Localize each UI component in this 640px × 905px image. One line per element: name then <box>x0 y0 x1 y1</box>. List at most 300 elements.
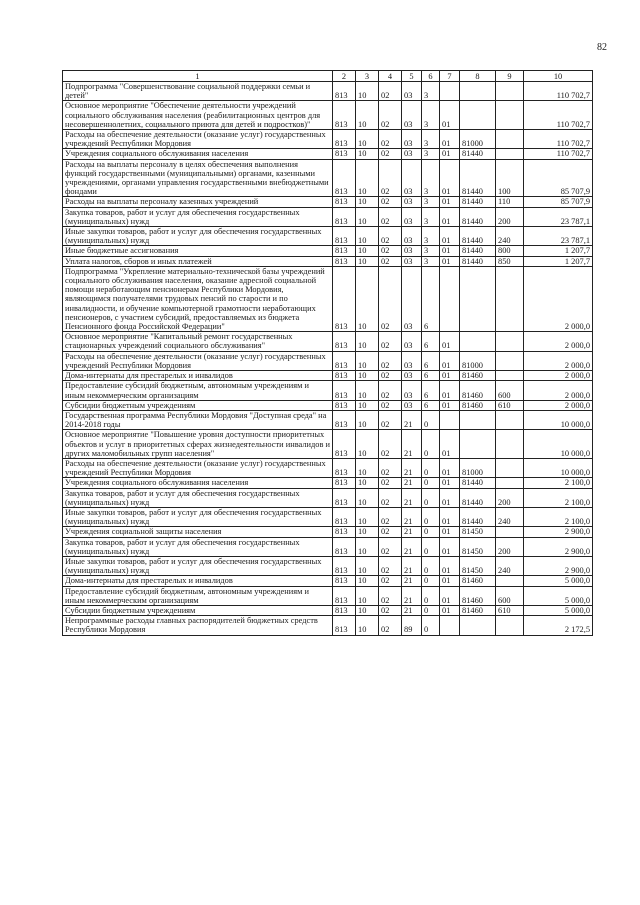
subsection-cell: 02 <box>379 371 402 381</box>
section-cell: 10 <box>356 537 379 556</box>
ministry-code-cell: 813 <box>333 458 356 477</box>
subsection-cell: 02 <box>379 227 402 246</box>
direction-cell <box>460 82 496 101</box>
direction-cell <box>460 430 496 459</box>
table-row <box>63 507 593 526</box>
program-cell: 21 <box>402 586 422 605</box>
subsection-cell: 02 <box>379 410 402 429</box>
item-name-cell: Иные закупки товаров, работ и услуг для обеспечения государственных (муниципальных) нужд <box>63 556 333 575</box>
ministry-code-cell: 813 <box>333 149 356 159</box>
amount-cell: 5 000,0 <box>524 605 593 615</box>
expense-type-cell <box>496 149 524 159</box>
section-cell: 10 <box>356 410 379 429</box>
activity-cell: 01 <box>440 400 460 410</box>
subsection-cell: 02 <box>379 256 402 266</box>
section-cell: 10 <box>356 130 379 149</box>
activity-cell: 01 <box>440 381 460 400</box>
subsection-cell: 02 <box>379 351 402 370</box>
expense-type-cell: 200 <box>496 207 524 226</box>
section-cell: 10 <box>356 488 379 507</box>
table-row <box>63 130 593 149</box>
item-name-cell: Основное мероприятие "Повышение уровня доступности приоритетных объектов и услуг в приоритетных сферах жизнедеятельности инвалидов и других маломобильных групп населения" <box>63 430 333 459</box>
amount-cell: 5 000,0 <box>524 586 593 605</box>
subsection-cell: 02 <box>379 149 402 159</box>
subsection-cell: 02 <box>379 381 402 400</box>
expense-type-cell <box>496 527 524 537</box>
program-cell: 03 <box>402 130 422 149</box>
expense-type-cell <box>496 576 524 586</box>
amount-cell: 2 100,0 <box>524 478 593 488</box>
activity-cell: 01 <box>440 101 460 130</box>
expense-type-cell <box>496 458 524 477</box>
amount-cell: 110 702,7 <box>524 101 593 130</box>
table-row <box>63 537 593 556</box>
ministry-code-cell: 813 <box>333 410 356 429</box>
program-cell: 03 <box>402 159 422 197</box>
subsection-cell: 02 <box>379 605 402 615</box>
subprogram-cell: 6 <box>422 332 440 351</box>
section-cell: 10 <box>356 507 379 526</box>
section-cell: 10 <box>356 586 379 605</box>
activity-cell: 01 <box>440 227 460 246</box>
header-cell: 8 <box>460 71 496 82</box>
subprogram-cell: 3 <box>422 227 440 246</box>
ministry-code-cell: 813 <box>333 159 356 197</box>
amount-cell: 85 707,9 <box>524 197 593 207</box>
item-name-cell: Учреждения социального обслуживания населения <box>63 149 333 159</box>
direction-cell: 81000 <box>460 458 496 477</box>
activity-cell: 01 <box>440 256 460 266</box>
ministry-code-cell: 813 <box>333 256 356 266</box>
direction-cell: 81460 <box>460 381 496 400</box>
ministry-code-cell: 813 <box>333 381 356 400</box>
table-row <box>63 478 593 488</box>
expense-type-cell: 100 <box>496 159 524 197</box>
section-cell: 10 <box>356 458 379 477</box>
program-cell: 21 <box>402 410 422 429</box>
subsection-cell: 02 <box>379 207 402 226</box>
expense-type-cell: 610 <box>496 605 524 615</box>
activity-cell: 01 <box>440 507 460 526</box>
item-name-cell: Расходы на обеспечение деятельности (оказание услуг) государственных учреждений Республики Мордовия <box>63 458 333 477</box>
program-cell: 21 <box>402 605 422 615</box>
program-cell: 03 <box>402 371 422 381</box>
subprogram-cell: 6 <box>422 351 440 370</box>
subprogram-cell: 6 <box>422 266 440 331</box>
section-cell: 10 <box>356 197 379 207</box>
item-name-cell: Расходы на обеспечение деятельности (оказание услуг) государственных учреждений Республики Мордовия <box>63 130 333 149</box>
subsection-cell: 02 <box>379 82 402 101</box>
direction-cell <box>460 332 496 351</box>
table-header-row <box>63 71 593 82</box>
direction-cell: 81440 <box>460 159 496 197</box>
subprogram-cell: 0 <box>422 488 440 507</box>
table-row <box>63 576 593 586</box>
expense-type-cell <box>496 371 524 381</box>
expense-type-cell: 610 <box>496 400 524 410</box>
program-cell: 21 <box>402 576 422 586</box>
item-name-cell: Уплата налогов, сборов и иных платежей <box>63 256 333 266</box>
program-cell: 03 <box>402 351 422 370</box>
amount-cell: 2 000,0 <box>524 381 593 400</box>
subprogram-cell: 3 <box>422 207 440 226</box>
direction-cell <box>460 410 496 429</box>
amount-cell: 5 000,0 <box>524 576 593 586</box>
amount-cell: 2 000,0 <box>524 371 593 381</box>
expense-type-cell <box>496 332 524 351</box>
subsection-cell: 02 <box>379 478 402 488</box>
item-name-cell: Дома-интернаты для престарелых и инвалидов <box>63 576 333 586</box>
header-cell: 2 <box>333 71 356 82</box>
activity-cell: 01 <box>440 605 460 615</box>
subprogram-cell: 0 <box>422 507 440 526</box>
section-cell: 10 <box>356 371 379 381</box>
subsection-cell: 02 <box>379 266 402 331</box>
subprogram-cell: 3 <box>422 82 440 101</box>
ministry-code-cell: 813 <box>333 576 356 586</box>
ministry-code-cell: 813 <box>333 527 356 537</box>
table-row <box>63 605 593 615</box>
program-cell: 21 <box>402 458 422 477</box>
program-cell: 21 <box>402 556 422 575</box>
item-name-cell: Расходы на обеспечение деятельности (оказание услуг) государственных учреждений Республики Мордовия <box>63 351 333 370</box>
direction-cell: 81440 <box>460 256 496 266</box>
direction-cell: 81460 <box>460 400 496 410</box>
table-row <box>63 101 593 130</box>
expense-type-cell <box>496 351 524 370</box>
program-cell: 03 <box>402 197 422 207</box>
table-row <box>63 332 593 351</box>
subprogram-cell: 0 <box>422 527 440 537</box>
expense-type-cell: 200 <box>496 537 524 556</box>
program-cell: 03 <box>402 149 422 159</box>
header-cell: 4 <box>379 71 402 82</box>
subprogram-cell: 3 <box>422 197 440 207</box>
expense-type-cell: 600 <box>496 586 524 605</box>
amount-cell: 23 787,1 <box>524 227 593 246</box>
activity-cell: 01 <box>440 430 460 459</box>
subprogram-cell: 3 <box>422 130 440 149</box>
subprogram-cell: 3 <box>422 101 440 130</box>
amount-cell: 2 000,0 <box>524 351 593 370</box>
amount-cell: 2 900,0 <box>524 527 593 537</box>
amount-cell: 2 900,0 <box>524 537 593 556</box>
expense-type-cell: 110 <box>496 197 524 207</box>
amount-cell: 2 000,0 <box>524 400 593 410</box>
expense-type-cell: 600 <box>496 381 524 400</box>
program-cell: 03 <box>402 207 422 226</box>
amount-cell: 10 000,0 <box>524 410 593 429</box>
amount-cell: 110 702,7 <box>524 130 593 149</box>
expense-type-cell: 800 <box>496 246 524 256</box>
amount-cell: 2 172,5 <box>524 616 593 635</box>
section-cell: 10 <box>356 246 379 256</box>
table-row <box>63 616 593 635</box>
direction-cell: 81460 <box>460 586 496 605</box>
item-name-cell: Закупка товаров, работ и услуг для обеспечения государственных (муниципальных) нужд <box>63 537 333 556</box>
subprogram-cell: 0 <box>422 616 440 635</box>
direction-cell <box>460 101 496 130</box>
subprogram-cell: 3 <box>422 246 440 256</box>
item-name-cell: Иные закупки товаров, работ и услуг для обеспечения государственных (муниципальных) нужд <box>63 227 333 246</box>
subprogram-cell: 3 <box>422 256 440 266</box>
activity-cell: 01 <box>440 246 460 256</box>
header-cell: 9 <box>496 71 524 82</box>
subsection-cell: 02 <box>379 527 402 537</box>
subprogram-cell: 0 <box>422 586 440 605</box>
ministry-code-cell: 813 <box>333 332 356 351</box>
activity-cell: 01 <box>440 458 460 477</box>
program-cell: 89 <box>402 616 422 635</box>
expense-type-cell <box>496 82 524 101</box>
activity-cell: 01 <box>440 332 460 351</box>
program-cell: 03 <box>402 82 422 101</box>
amount-cell: 1 207,7 <box>524 256 593 266</box>
ministry-code-cell: 813 <box>333 266 356 331</box>
table-row <box>63 197 593 207</box>
program-cell: 21 <box>402 507 422 526</box>
ministry-code-cell: 813 <box>333 82 356 101</box>
subsection-cell: 02 <box>379 537 402 556</box>
table-row <box>63 351 593 370</box>
amount-cell: 110 702,7 <box>524 149 593 159</box>
direction-cell: 81440 <box>460 478 496 488</box>
table-row <box>63 586 593 605</box>
table-row <box>63 256 593 266</box>
section-cell: 10 <box>356 159 379 197</box>
subprogram-cell: 3 <box>422 159 440 197</box>
budget-table <box>62 70 593 636</box>
table-row <box>63 246 593 256</box>
section-cell: 10 <box>356 478 379 488</box>
activity-cell <box>440 410 460 429</box>
direction-cell: 81000 <box>460 130 496 149</box>
header-cell: 3 <box>356 71 379 82</box>
subsection-cell: 02 <box>379 576 402 586</box>
direction-cell: 81440 <box>460 227 496 246</box>
amount-cell: 2 100,0 <box>524 507 593 526</box>
header-cell: 1 <box>63 71 333 82</box>
subprogram-cell: 6 <box>422 381 440 400</box>
subsection-cell: 02 <box>379 458 402 477</box>
ministry-code-cell: 813 <box>333 371 356 381</box>
program-cell: 21 <box>402 488 422 507</box>
program-cell: 03 <box>402 266 422 331</box>
item-name-cell: Субсидии бюджетным учреждениям <box>63 400 333 410</box>
ministry-code-cell: 813 <box>333 605 356 615</box>
amount-cell: 23 787,1 <box>524 207 593 226</box>
section-cell: 10 <box>356 227 379 246</box>
item-name-cell: Расходы на выплаты персоналу в целях обеспечения выполнения функций государственными (муниципальными) органами, казенными учреждениями, органами управления государственными внебюджетными фондами <box>63 159 333 197</box>
subsection-cell: 02 <box>379 507 402 526</box>
section-cell: 10 <box>356 381 379 400</box>
subprogram-cell: 0 <box>422 576 440 586</box>
activity-cell: 01 <box>440 149 460 159</box>
amount-cell: 2 000,0 <box>524 266 593 331</box>
subprogram-cell: 0 <box>422 458 440 477</box>
item-name-cell: Дома-интернаты для престарелых и инвалидов <box>63 371 333 381</box>
amount-cell: 85 707,9 <box>524 159 593 197</box>
section-cell: 10 <box>356 82 379 101</box>
expense-type-cell: 200 <box>496 488 524 507</box>
subsection-cell: 02 <box>379 130 402 149</box>
direction-cell: 81460 <box>460 605 496 615</box>
activity-cell <box>440 616 460 635</box>
program-cell: 03 <box>402 101 422 130</box>
subsection-cell: 02 <box>379 400 402 410</box>
table-row <box>63 371 593 381</box>
section-cell: 10 <box>356 605 379 615</box>
direction-cell: 81440 <box>460 149 496 159</box>
expense-type-cell <box>496 101 524 130</box>
header-cell: 5 <box>402 71 422 82</box>
expense-type-cell <box>496 130 524 149</box>
activity-cell: 01 <box>440 197 460 207</box>
activity-cell: 01 <box>440 576 460 586</box>
program-cell: 03 <box>402 227 422 246</box>
section-cell: 10 <box>356 616 379 635</box>
subprogram-cell: 0 <box>422 605 440 615</box>
table-row <box>63 430 593 459</box>
activity-cell <box>440 82 460 101</box>
subsection-cell: 02 <box>379 616 402 635</box>
subprogram-cell: 0 <box>422 556 440 575</box>
activity-cell: 01 <box>440 586 460 605</box>
table-row <box>63 207 593 226</box>
header-cell: 6 <box>422 71 440 82</box>
activity-cell: 01 <box>440 527 460 537</box>
program-cell: 03 <box>402 400 422 410</box>
direction-cell: 81440 <box>460 246 496 256</box>
ministry-code-cell: 813 <box>333 537 356 556</box>
section-cell: 10 <box>356 400 379 410</box>
direction-cell <box>460 616 496 635</box>
amount-cell: 110 702,7 <box>524 82 593 101</box>
ministry-code-cell: 813 <box>333 556 356 575</box>
activity-cell: 01 <box>440 130 460 149</box>
subsection-cell: 02 <box>379 197 402 207</box>
ministry-code-cell: 813 <box>333 400 356 410</box>
table-row <box>63 159 593 197</box>
item-name-cell: Иные закупки товаров, работ и услуг для обеспечения государственных (муниципальных) нужд <box>63 507 333 526</box>
ministry-code-cell: 813 <box>333 616 356 635</box>
item-name-cell: Основное мероприятие "Обеспечение деятельности учреждений социального обслуживания населения (реабилитационных центров для несовершеннолетних, социального приюта для детей и подростков)" <box>63 101 333 130</box>
amount-cell: 2 000,0 <box>524 332 593 351</box>
amount-cell: 2 100,0 <box>524 488 593 507</box>
amount-cell: 10 000,0 <box>524 458 593 477</box>
subsection-cell: 02 <box>379 332 402 351</box>
direction-cell: 81450 <box>460 537 496 556</box>
header-cell: 7 <box>440 71 460 82</box>
item-name-cell: Подпрограмма "Укрепление материально-технической базы учреждений социального обслуживания населения, оказание адресной социальной помощи неработающим пенсионерам Республики Мордовия, являющимся получателями трудовых пенсий по старости и по инвалидности, и обучение компьютерной грамотности неработающих пенсионеров, с участием субсидий, предоставляемых из бюджета Пенсионного фонда Российской Федерации" <box>63 266 333 331</box>
expense-type-cell: 240 <box>496 556 524 575</box>
item-name-cell: Расходы на выплаты персоналу казенных учреждений <box>63 197 333 207</box>
direction-cell: 81000 <box>460 351 496 370</box>
activity-cell <box>440 266 460 331</box>
header-cell: 10 <box>524 71 593 82</box>
subprogram-cell: 0 <box>422 430 440 459</box>
expense-type-cell: 240 <box>496 227 524 246</box>
activity-cell: 01 <box>440 537 460 556</box>
program-cell: 03 <box>402 381 422 400</box>
ministry-code-cell: 813 <box>333 197 356 207</box>
expense-type-cell <box>496 410 524 429</box>
ministry-code-cell: 813 <box>333 507 356 526</box>
amount-cell: 1 207,7 <box>524 246 593 256</box>
activity-cell: 01 <box>440 488 460 507</box>
program-cell: 21 <box>402 478 422 488</box>
ministry-code-cell: 813 <box>333 488 356 507</box>
section-cell: 10 <box>356 351 379 370</box>
program-cell: 03 <box>402 332 422 351</box>
section-cell: 10 <box>356 101 379 130</box>
ministry-code-cell: 813 <box>333 227 356 246</box>
expense-type-cell <box>496 616 524 635</box>
table-row <box>63 458 593 477</box>
subsection-cell: 02 <box>379 246 402 256</box>
page-number: 82 <box>597 42 607 53</box>
subsection-cell: 02 <box>379 586 402 605</box>
section-cell: 10 <box>356 149 379 159</box>
ministry-code-cell: 813 <box>333 246 356 256</box>
section-cell: 10 <box>356 332 379 351</box>
subprogram-cell: 3 <box>422 149 440 159</box>
program-cell: 21 <box>402 430 422 459</box>
section-cell: 10 <box>356 556 379 575</box>
item-name-cell: Основное мероприятие "Капитальный ремонт государственных стационарных учреждений социального обслуживания" <box>63 332 333 351</box>
program-cell: 21 <box>402 527 422 537</box>
item-name-cell: Субсидии бюджетным учреждениям <box>63 605 333 615</box>
direction-cell <box>460 266 496 331</box>
ministry-code-cell: 813 <box>333 430 356 459</box>
expense-type-cell <box>496 478 524 488</box>
activity-cell: 01 <box>440 351 460 370</box>
expense-type-cell <box>496 266 524 331</box>
direction-cell: 81440 <box>460 488 496 507</box>
table-row <box>63 381 593 400</box>
item-name-cell: Иные бюджетные ассигнования <box>63 246 333 256</box>
ministry-code-cell: 813 <box>333 351 356 370</box>
item-name-cell: Учреждения социальной защиты населения <box>63 527 333 537</box>
expense-type-cell: 240 <box>496 507 524 526</box>
activity-cell: 01 <box>440 207 460 226</box>
item-name-cell: Закупка товаров, работ и услуг для обеспечения государственных (муниципальных) нужд <box>63 488 333 507</box>
table-row <box>63 527 593 537</box>
direction-cell: 81450 <box>460 556 496 575</box>
direction-cell: 81460 <box>460 576 496 586</box>
section-cell: 10 <box>356 266 379 331</box>
table-row <box>63 556 593 575</box>
subsection-cell: 02 <box>379 556 402 575</box>
direction-cell: 81450 <box>460 527 496 537</box>
item-name-cell: Предоставление субсидий бюджетным, автономным учреждениям и иным некоммерческим организациям <box>63 586 333 605</box>
subprogram-cell: 0 <box>422 537 440 556</box>
item-name-cell: Закупка товаров, работ и услуг для обеспечения государственных (муниципальных) нужд <box>63 207 333 226</box>
subsection-cell: 02 <box>379 101 402 130</box>
table-row <box>63 400 593 410</box>
item-name-cell: Непрограммные расходы главных распорядителей бюджетных средств Республики Мордовия <box>63 616 333 635</box>
section-cell: 10 <box>356 256 379 266</box>
ministry-code-cell: 813 <box>333 207 356 226</box>
table-row <box>63 410 593 429</box>
program-cell: 03 <box>402 246 422 256</box>
item-name-cell: Учреждения социального обслуживания населения <box>63 478 333 488</box>
direction-cell: 81440 <box>460 507 496 526</box>
subprogram-cell: 0 <box>422 410 440 429</box>
amount-cell: 2 900,0 <box>524 556 593 575</box>
table-body <box>63 82 593 636</box>
item-name-cell: Государственная программа Республики Мордовия "Доступная среда" на 2014-2018 годы <box>63 410 333 429</box>
